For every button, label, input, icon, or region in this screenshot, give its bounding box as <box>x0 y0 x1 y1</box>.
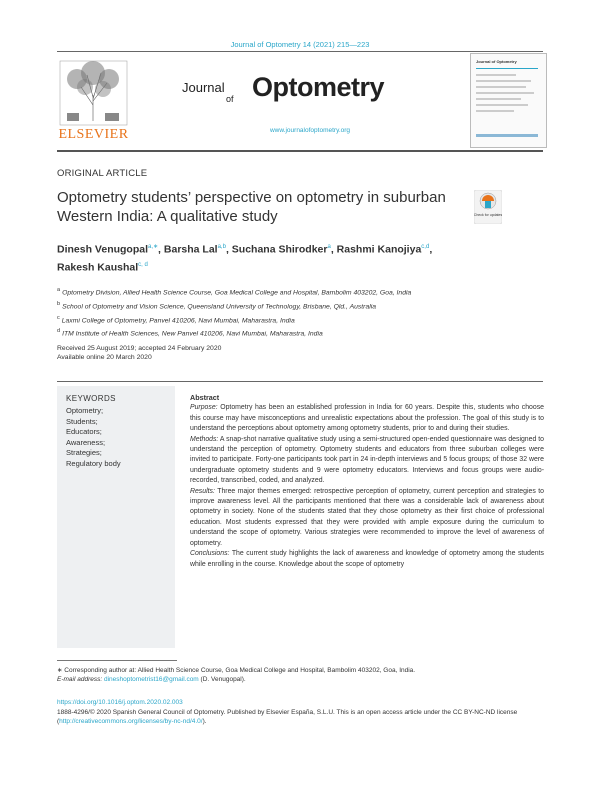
article-title: Optometry students’ perspective on optometry in suburban Western India: A qualitative study <box>57 189 446 225</box>
email-link[interactable]: dineshoptometrist16@gmail.com <box>103 676 199 683</box>
of-word: of <box>226 94 234 104</box>
received-date: Received 25 August 2019; accepted 24 February 2020 <box>57 345 222 352</box>
cover-thumb-title: Journal of Optometry <box>476 59 517 64</box>
author-name[interactable]: Rakesh Kaushal <box>57 261 139 273</box>
abstract-methods: Methods: A snap-shot narrative qualitative study using a semi-structured open-ended questionnaire was designed to understand the perception of optometry. Optometry students and educators from three suburban colleges were invited to participate. Forty-one participants took part in 24 in-depth interviews and 5 focus groups; of those 32 were undergraduate optometry students and 9 were optometry educators. Interviews and focus groups were audio-recorded, transcribed, coded, and analyzed. <box>190 435 544 485</box>
journal-cover-thumbnail <box>470 53 547 148</box>
online-date: Available online 20 March 2020 <box>57 354 152 361</box>
elsevier-wordmark: ELSEVIER <box>58 127 129 142</box>
author-name[interactable]: Barsha Lal <box>163 243 218 256</box>
optometry-wordmark: Optometry <box>252 72 385 102</box>
abstract-results: Results: Three major themes emerged: retrospective perception of optometry, current perception and strategies to improve awareness level. All the participants mentioned that there was a considerable lack of awareness about optometry in society. None of the students stated that they chose optometry as their first choice of professional education. Most students expressed that they were provided with ample exposure during the curriculum to understand the scope of optometry. Various strategies were recommended to improve the level of awareness of optometry. <box>190 487 544 547</box>
abstract-title: Abstract <box>190 393 220 402</box>
abstract <box>190 386 544 570</box>
affiliations <box>57 285 537 340</box>
author-list: Dinesh Venugopal$^{a,∗}$, Barsha Lal$^{a,b}$, Suchana Shirodker$^a$, Rashmi Kanojiya$^{c,d}$, Rakesh Kaushal$^{c, d}$ <box>57 243 433 273</box>
affiliation-item: $^a$ Optometry Division, Allied Health Science Course, Goa Medical College and Hospital, Bambolim 403202, Goa, India <box>57 287 412 297</box>
footnote: ∗ Corresponding author at: Allied Health Science Course, Goa Medical College and Hospital, Bambolim 403202, Goa, India. E-mail address: dineshoptometrist16@gmail.com (D. Venugopal). <box>57 667 416 683</box>
journal-word: Journal <box>182 80 225 95</box>
affiliation-item: $^d$ ITM Institute of Health Sciences, New Panvel 410206, Navi Mumbai, Maharastra, India <box>57 328 323 338</box>
abstract-purpose: Purpose: Optometry has been an established profession in India for 60 years. Despite this, students who choose this course may have misconceptions and unrealistic expectations about the profession. The goal of this study is to understand the perceptions about optometry among optometry students, prior to and during their studies. <box>190 404 544 433</box>
license-link[interactable]: http://creativecommons.org/licenses/by-nc-nd/4.0/ <box>59 718 203 725</box>
doi-link[interactable]: https://doi.org/10.1016/j.optom.2020.02.003 <box>57 699 183 706</box>
keyword-item: Awareness; <box>66 437 106 447</box>
journal-url-link[interactable]: www.journalofoptometry.org <box>269 127 351 134</box>
author-name[interactable]: Rashmi Kanojiya <box>336 243 422 256</box>
affiliation-item: $^c$ Laxmi College of Optometry, Panvel 410206, Navi Mumbai, Maharastra, India <box>57 314 295 324</box>
crossmark-label: Check for updates <box>474 213 502 217</box>
keyword-item: Students; <box>66 416 98 426</box>
header-top-rule <box>57 51 543 52</box>
check-for-updates-icon[interactable] <box>474 190 502 224</box>
keyword-item: Educators; <box>66 427 102 436</box>
keywords-title: KEYWORDS <box>66 394 116 403</box>
abstract-conclusions: Conclusions: The current study highlights the lack of awareness and knowledge of optometry among the students while enrolling in the course. Knowledge about the scope of optometry <box>190 550 544 568</box>
header-bottom-rule <box>57 150 543 152</box>
keywords-list <box>66 406 121 469</box>
author-name[interactable]: Dinesh Venugopal <box>57 243 149 256</box>
affiliation-item: $^b$ School of Optometry and Vision Science, Queensland University of Technology, Brisbane, Qld., Australia <box>57 300 377 311</box>
journal-reference[interactable]: Journal of Optometry 14 (2021) 215—223 <box>230 40 370 49</box>
author-name[interactable]: Suchana Shirodker <box>231 243 328 256</box>
article-dates <box>57 344 357 362</box>
keyword-item: Strategies; <box>66 448 102 457</box>
keyword-item: Regulatory body <box>66 458 121 468</box>
article-type: ORIGINAL ARTICLE <box>57 168 148 179</box>
copyright-text: 1888-4296/© 2020 Spanish General Council of Optometry. Published by Elsevier España, S.L.U. This is an open access article under the CC BY-NC-ND license (http://creativecommons.org/licenses/by-nc-nd/4.0/). <box>57 708 518 725</box>
abstract-top-rule <box>57 381 543 382</box>
footer <box>57 698 543 727</box>
keyword-item: Optometry; <box>66 406 104 415</box>
footnote-rule <box>57 660 177 661</box>
